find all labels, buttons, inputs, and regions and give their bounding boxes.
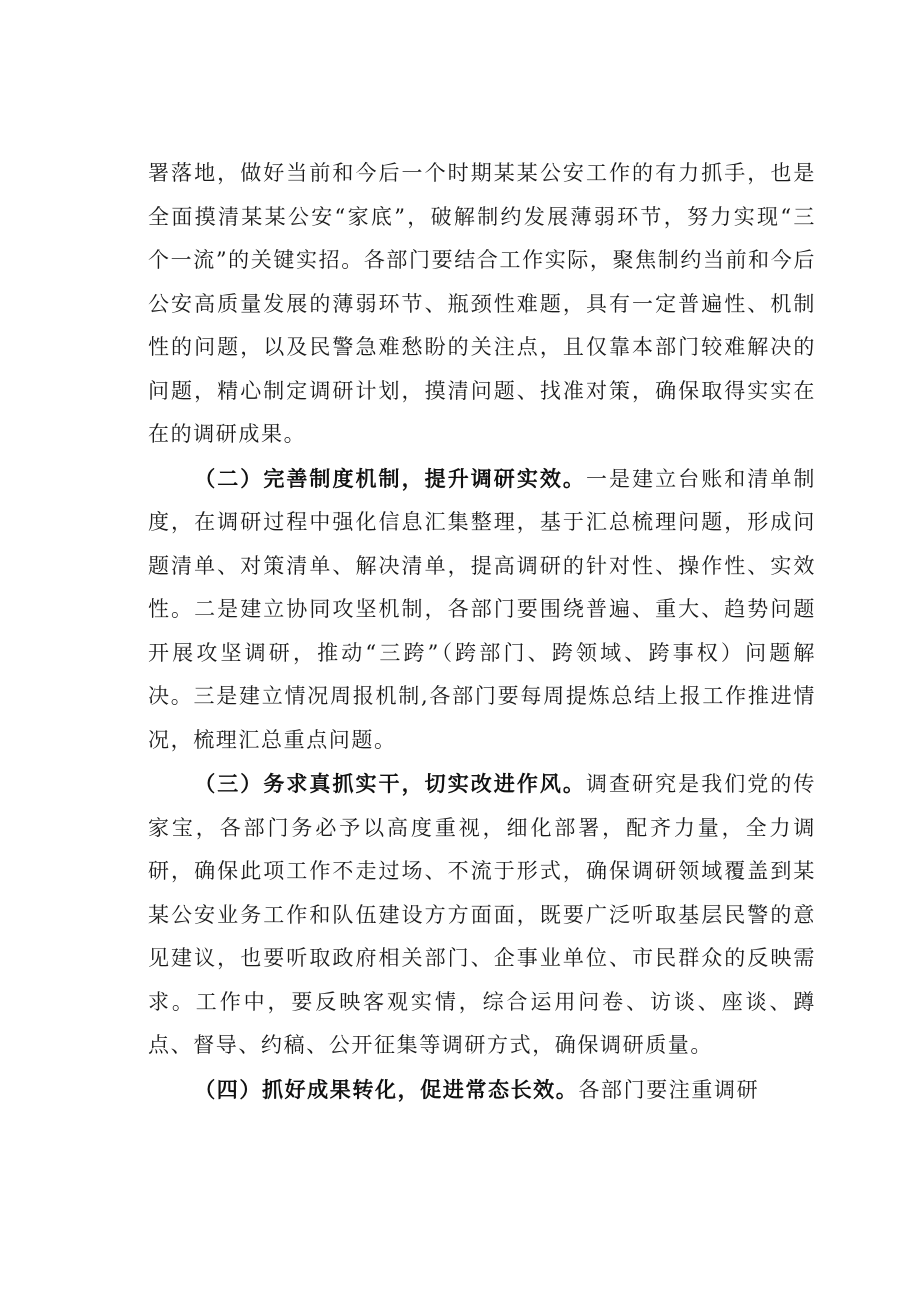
section-heading: （四）抓好成果转化，促进常态长效。 (194, 1076, 579, 1102)
paragraph-section-2 (148, 457, 816, 763)
section-heading: （二）完善制度机制，提升调研实效。 (194, 465, 586, 491)
paragraph-continuation (148, 152, 816, 457)
section-heading: （三）务求真抓实干，切实改进作风。 (194, 771, 586, 796)
document-body (148, 152, 816, 1112)
paragraph-text: 调查研究是我们党的传家宝，各部门务必予以高度重视，细化部署，配齐力量，全力调研，确保此项工作不走过场、不流于形式，确保调研领域覆盖到某某公安业务工作和队伍建设方方面面，既要广泛听取基层民警的意见建议，也要听取政府相关部门、企事业单位、市民群众的反映需求。工作中，要反映客观实情，综合运用问卷、访谈、座谈、蹲点、督导、约稿、公开征集等调研方式，确保调研质量。 (148, 772, 817, 1057)
paragraph-text: 一是建立台账和清单制度，在调研过程中强化信息汇集整理，基于汇总梳理问题，形成问题清单、对策清单、解决清单，提高调研的针对性、操作性、实效性。二是建立协同攻坚机制，各部门要围绕普遍、重大、趋势问题开展攻坚调研，推动“三跨”（跨部门、跨领域、跨事权）问题解决。三是建立情况周报机制,各部门要每周提炼总结上报工作推进情况，梳理汇总重点问题。 (148, 466, 817, 752)
paragraph-text: 署落地，做好当前和今后一个时期某某公安工作的有力抓手，也是全面摸清某某公安“家底”，破解制约发展薄弱环节，努力实现“三个一流”的关键实招。各部门要结合工作实际，聚焦制约当前和今后公安高质量发展的薄弱环节、瓶颈性难题，具有一定普遍性、机制性的问题，以及民警急难愁盼的关注点，且仅靠本部门较难解决的问题，精心制定调研计划，摸清问题、找准对策，确保取得实实在在的调研成果。 (148, 161, 816, 446)
paragraph-section-4 (148, 1068, 816, 1113)
paragraph-text: 各部门要注重调研 (578, 1077, 760, 1102)
paragraph-section-3 (148, 762, 816, 1068)
